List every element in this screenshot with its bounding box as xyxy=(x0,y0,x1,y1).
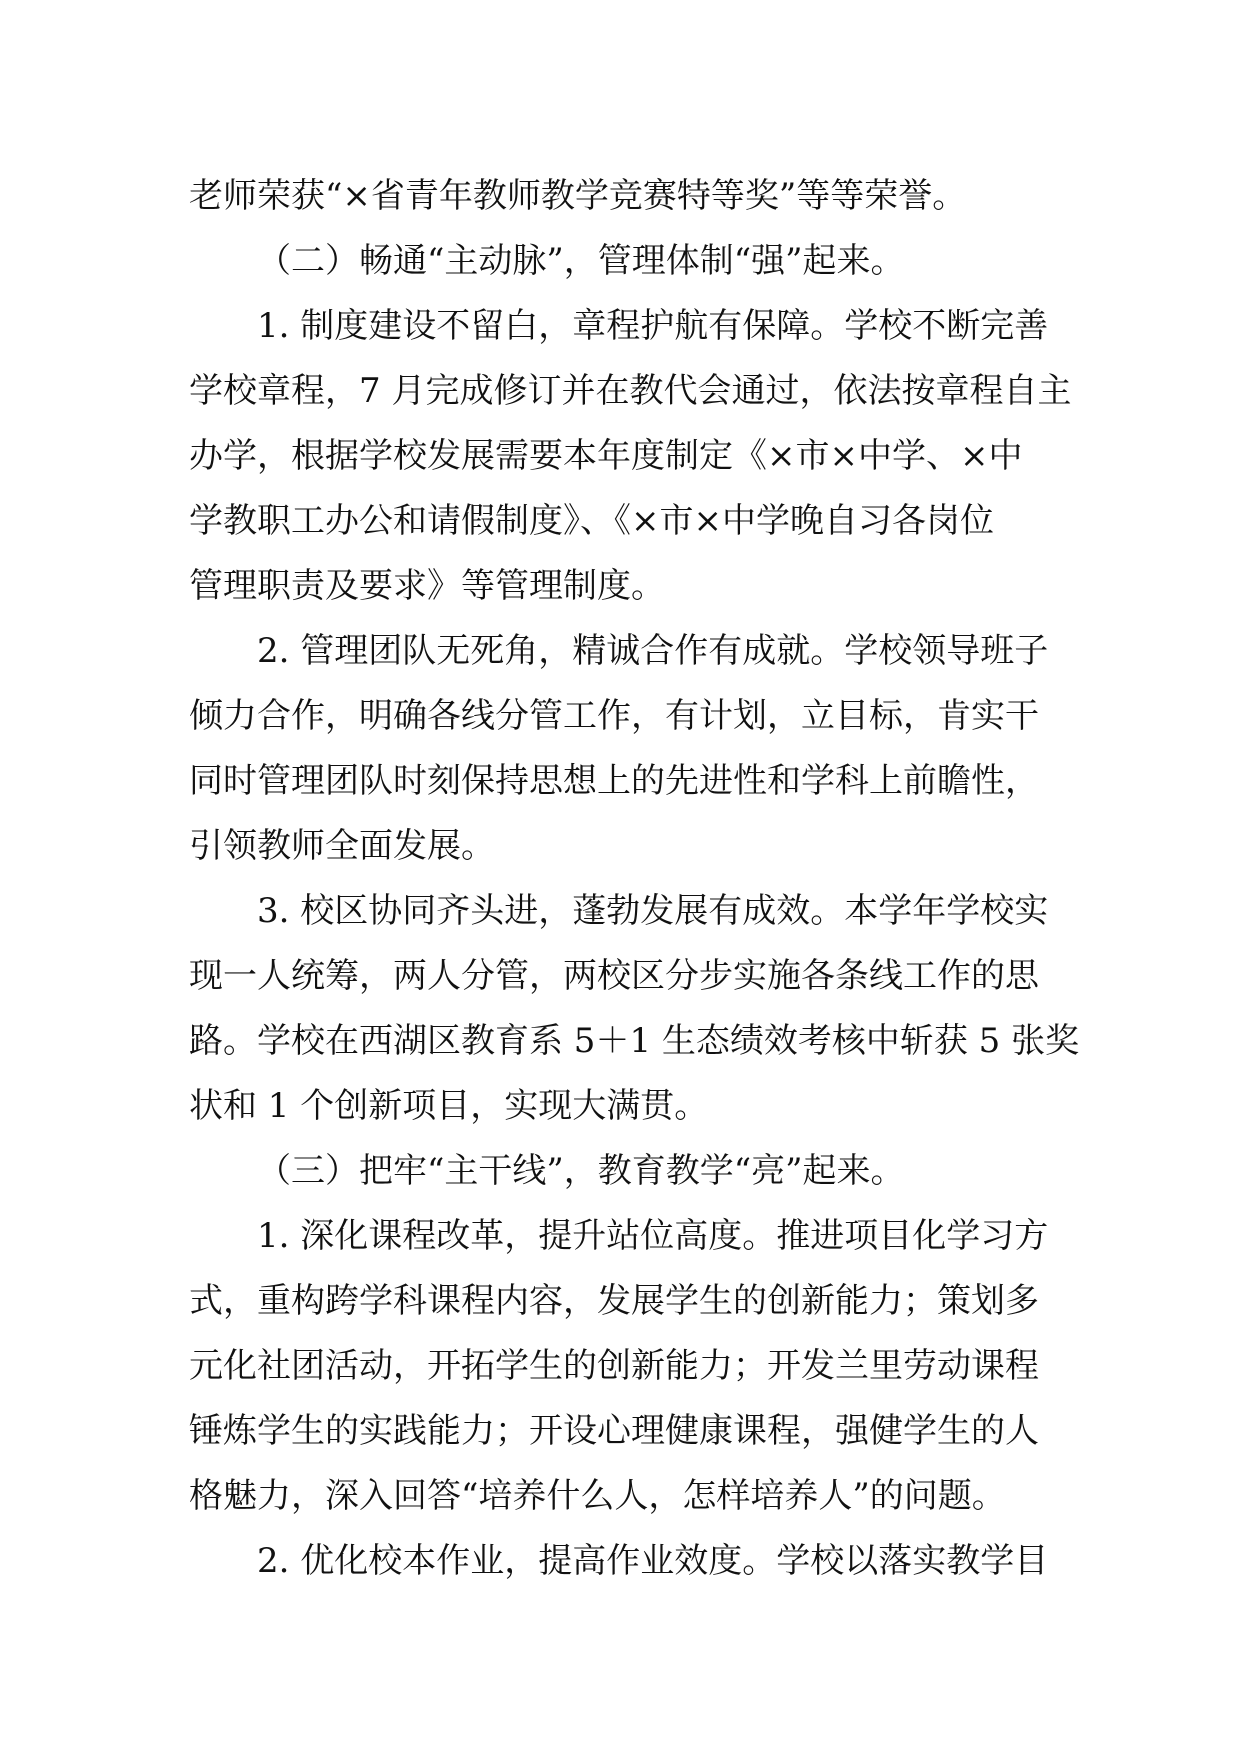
text-line: 路。学校在西湖区教育系 5＋1 生态绩效考核中斩获 5 张奖 xyxy=(189,1021,1080,1061)
text-line: 2. 管理团队无死角，精诚合作有成就。学校领导班子 xyxy=(257,631,1049,671)
text-line: 引领教师全面发展。 xyxy=(189,826,495,866)
text-line: 格魅力，深入回答“培养什么人，怎样培养人”的问题。 xyxy=(189,1476,1006,1516)
body-text xyxy=(189,164,1080,1594)
text-line: 3. 校区协同齐头进，蓬勃发展有成效。本学年学校实 xyxy=(257,891,1049,931)
text-line: 1. 深化课程改革，提升站位高度。推进项目化学习方 xyxy=(257,1216,1049,1256)
text-line: 同时管理团队时刻保持思想上的先进性和学科上前瞻性， xyxy=(189,761,1039,801)
text-line: 式，重构跨学科课程内容，发展学生的创新能力；策划多 xyxy=(189,1281,1039,1321)
text-line: 元化社团活动，开拓学生的创新能力；开发兰里劳动课程 xyxy=(189,1346,1039,1386)
text-line: 管理职责及要求》等管理制度。 xyxy=(189,566,665,606)
text-line: 办学，根据学校发展需要本年度制定《×市×中学、×中 xyxy=(189,436,1023,476)
text-line: 状和 1 个创新项目，实现大满贯。 xyxy=(189,1086,709,1126)
text-line: 学教职工办公和请假制度》、《×市×中学晚自习各岗位 xyxy=(189,501,994,541)
text-line: 2. 优化校本作业，提高作业效度。学校以落实教学目 xyxy=(257,1541,1049,1581)
section-heading-2: （二）畅通“主动脉”，管理体制“强”起来。 xyxy=(257,241,905,281)
text-line: 学校章程，7 月完成修订并在教代会通过，依法按章程自主 xyxy=(189,371,1072,411)
text-line: 现一人统筹，两人分管，两校区分步实施各条线工作的思 xyxy=(189,956,1039,996)
text-line: 老师荣获“×省青年教师教学竞赛特等奖”等等荣誉。 xyxy=(189,176,967,216)
text-line: 锤炼学生的实践能力；开设心理健康课程，强健学生的人 xyxy=(189,1411,1039,1451)
text-line: 1. 制度建设不留白，章程护航有保障。学校不断完善 xyxy=(257,306,1049,346)
text-line: 倾力合作，明确各线分管工作，有计划，立目标，肯实干 xyxy=(189,696,1039,736)
section-heading-3: （三）把牢“主干线”，教育教学“亮”起来。 xyxy=(257,1151,905,1191)
